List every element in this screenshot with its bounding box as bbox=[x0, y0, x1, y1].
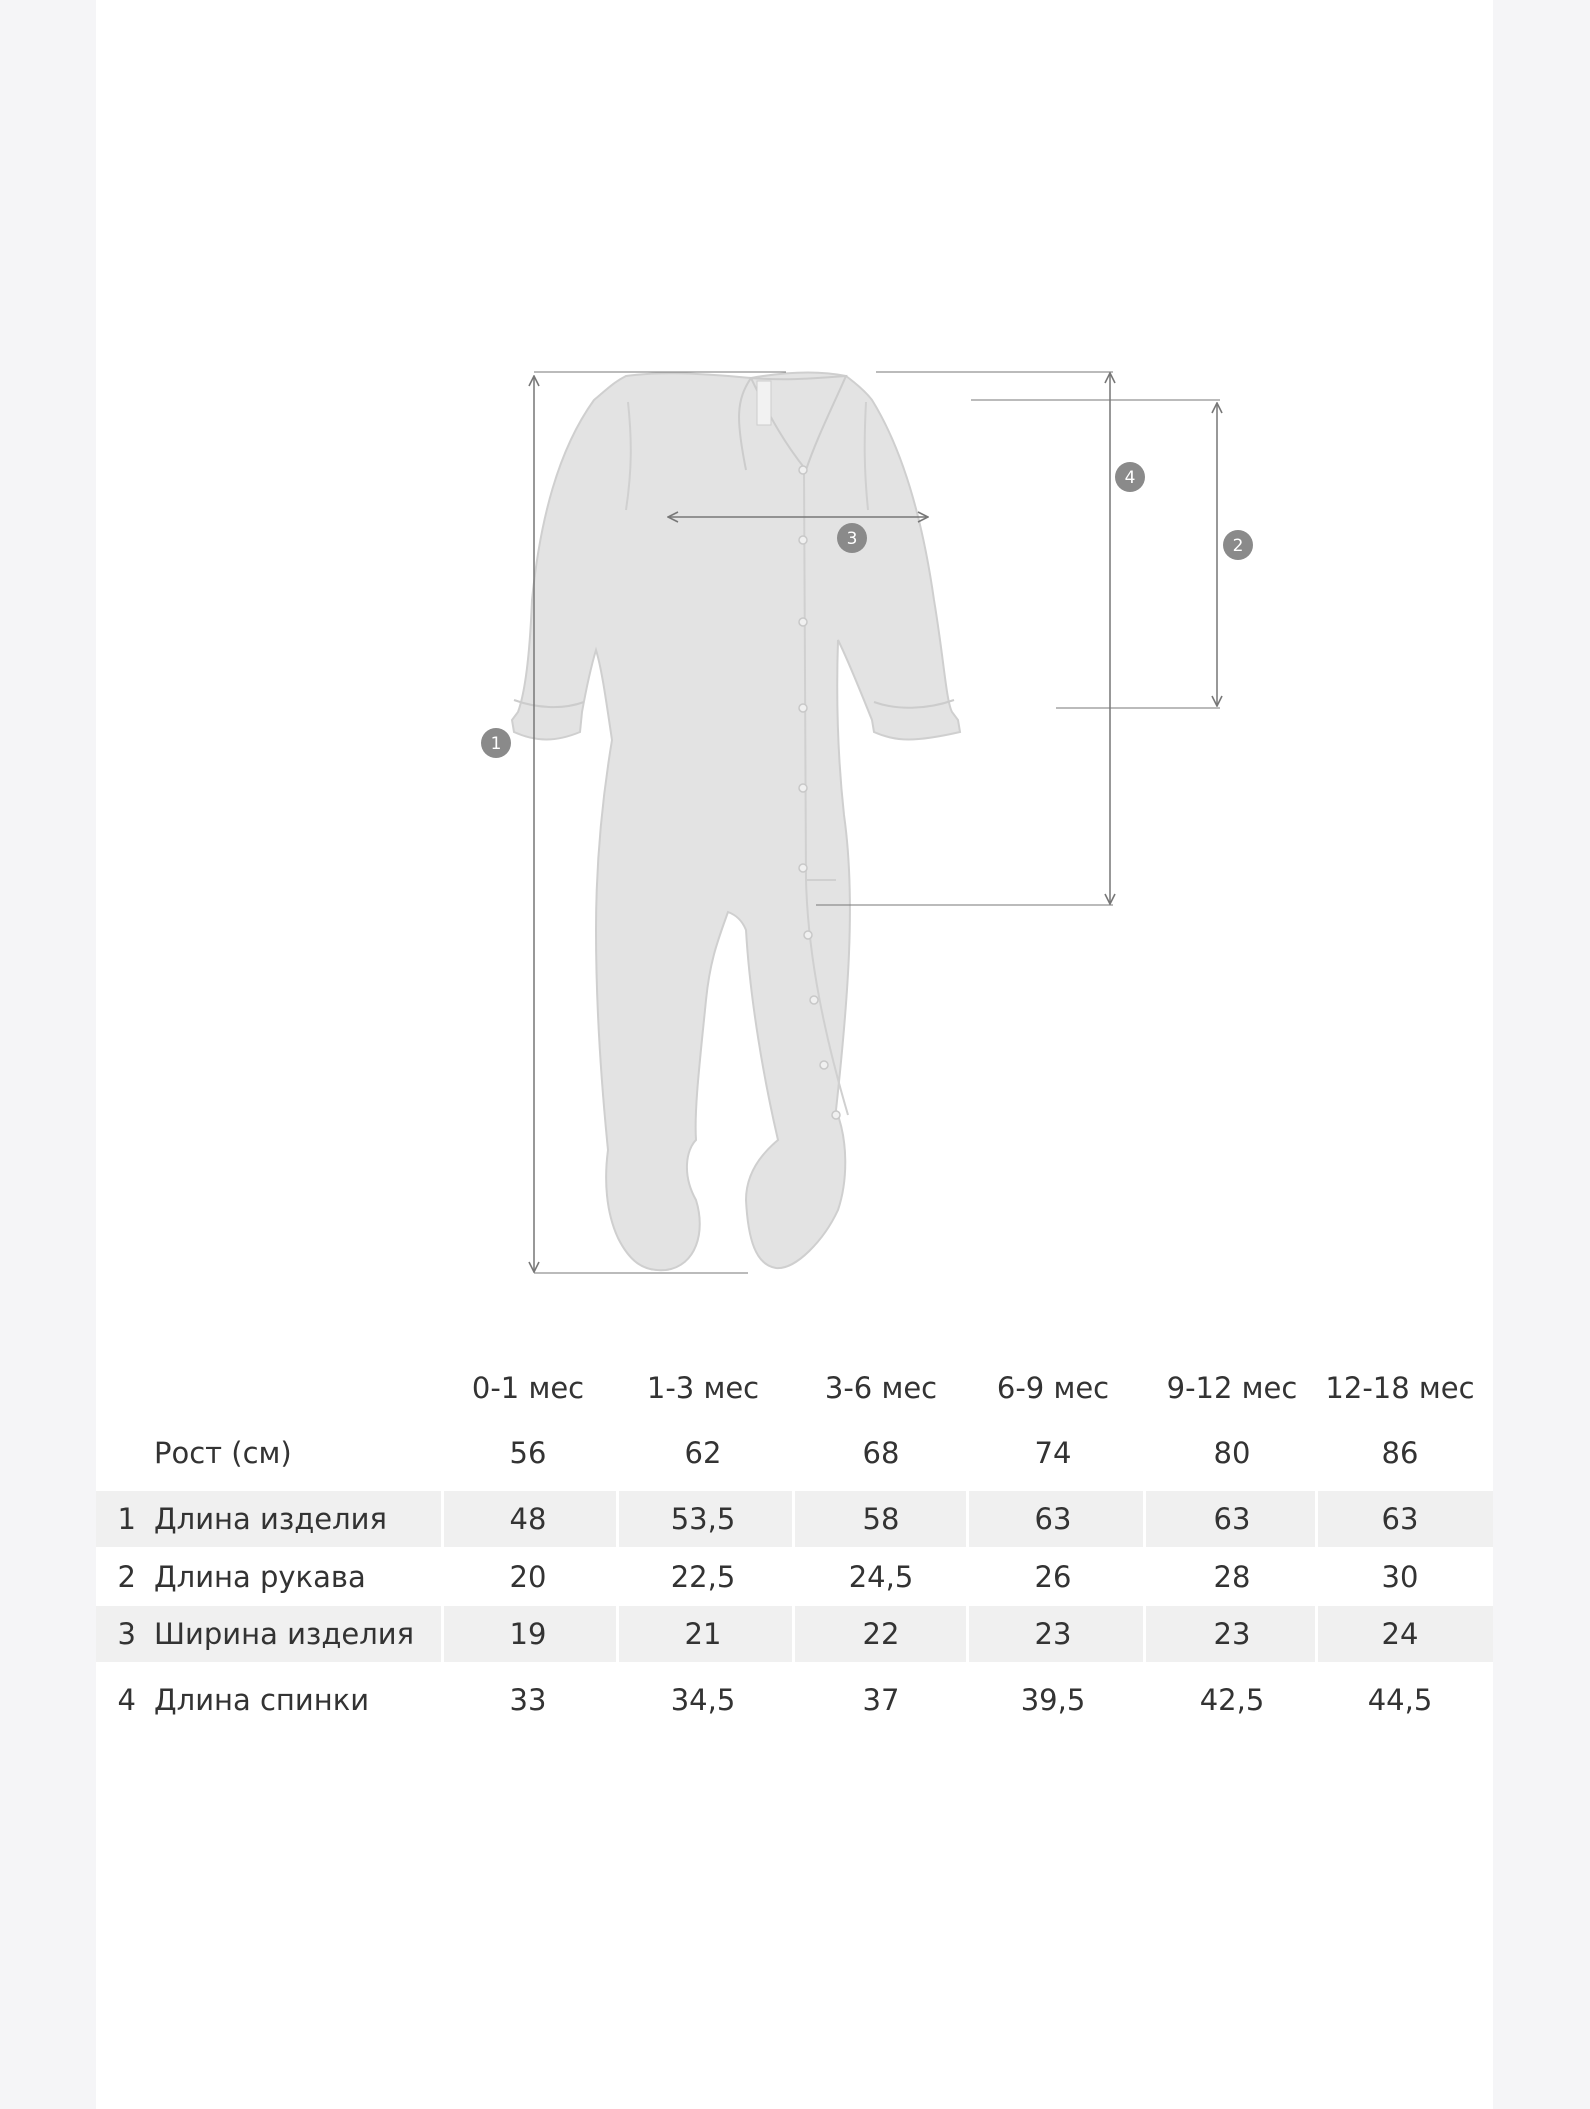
table-cell: 23 bbox=[1034, 1617, 1072, 1651]
table-cell: 53,5 bbox=[670, 1502, 736, 1536]
table-cell: 26 bbox=[1034, 1560, 1072, 1594]
table-cell: 20 bbox=[509, 1560, 547, 1594]
table-cell: 58 bbox=[862, 1502, 900, 1536]
table-cell: 30 bbox=[1381, 1560, 1419, 1594]
badge-1 bbox=[481, 728, 511, 758]
svg-text:4: 4 bbox=[1124, 468, 1136, 488]
row-label: Ширина изделия bbox=[154, 1617, 415, 1651]
row-index: 2 bbox=[117, 1560, 136, 1594]
column-header: 6-9 мес bbox=[996, 1371, 1110, 1405]
row-index: 3 bbox=[117, 1617, 136, 1651]
table-cell: 48 bbox=[509, 1502, 547, 1536]
table-cell: 56 bbox=[509, 1436, 547, 1470]
row-label: Длина спинки bbox=[154, 1683, 370, 1717]
table-cell: 33 bbox=[509, 1683, 547, 1717]
table-cell: 63 bbox=[1381, 1502, 1419, 1536]
badge-3 bbox=[837, 523, 867, 553]
table-cell: 37 bbox=[862, 1683, 900, 1717]
svg-text:1: 1 bbox=[490, 734, 502, 754]
table-cell: 62 bbox=[684, 1436, 722, 1470]
row-label: Длина изделия bbox=[154, 1502, 387, 1536]
column-header: 12-18 мес bbox=[1325, 1371, 1475, 1405]
table-cell: 86 bbox=[1381, 1436, 1419, 1470]
column-header: 1-3 мес bbox=[646, 1371, 760, 1405]
table-cell: 80 bbox=[1213, 1436, 1251, 1470]
table-cell: 24,5 bbox=[848, 1560, 914, 1594]
table-cell: 24 bbox=[1381, 1617, 1419, 1651]
table-cell: 28 bbox=[1213, 1560, 1251, 1594]
row-index: 1 bbox=[117, 1502, 136, 1536]
table-row-back-length bbox=[96, 1672, 1493, 1728]
column-header: 0-1 мес bbox=[471, 1371, 585, 1405]
table-row-height bbox=[96, 1425, 1493, 1481]
table-cell: 68 bbox=[862, 1436, 900, 1470]
page-canvas bbox=[96, 0, 1493, 2109]
badge-2 bbox=[1223, 530, 1253, 560]
row-index: 4 bbox=[117, 1683, 136, 1717]
badge-4 bbox=[1115, 462, 1145, 492]
measurement-diagram bbox=[96, 0, 1493, 1320]
table-row-width bbox=[96, 1606, 1493, 1662]
sleepsuit-label-tag bbox=[757, 381, 771, 425]
table-cell: 44,5 bbox=[1367, 1683, 1433, 1717]
table-row-total-length bbox=[96, 1491, 1493, 1547]
sleepsuit-illustration bbox=[512, 373, 960, 1271]
table-cell: 74 bbox=[1034, 1436, 1072, 1470]
sleepsuit-body bbox=[512, 373, 960, 1271]
row-label: Длина рукава bbox=[154, 1560, 366, 1594]
svg-text:3: 3 bbox=[846, 529, 858, 549]
table-cell: 34,5 bbox=[670, 1683, 736, 1717]
table-header-row bbox=[96, 1360, 1493, 1416]
table-cell: 39,5 bbox=[1020, 1683, 1086, 1717]
table-cell: 63 bbox=[1213, 1502, 1251, 1536]
column-header: 9-12 мес bbox=[1166, 1371, 1298, 1405]
table-cell: 22 bbox=[862, 1617, 900, 1651]
table-cell: 23 bbox=[1213, 1617, 1251, 1651]
row-label: Рост (см) bbox=[154, 1436, 292, 1470]
svg-text:2: 2 bbox=[1232, 536, 1244, 556]
table-cell: 22,5 bbox=[670, 1560, 736, 1594]
table-cell: 19 bbox=[509, 1617, 547, 1651]
table-cell: 63 bbox=[1034, 1502, 1072, 1536]
table-cell: 21 bbox=[684, 1617, 722, 1651]
table-cell: 42,5 bbox=[1199, 1683, 1265, 1717]
table-row-sleeve-length bbox=[96, 1549, 1493, 1605]
column-header: 3-6 мес bbox=[824, 1371, 938, 1405]
